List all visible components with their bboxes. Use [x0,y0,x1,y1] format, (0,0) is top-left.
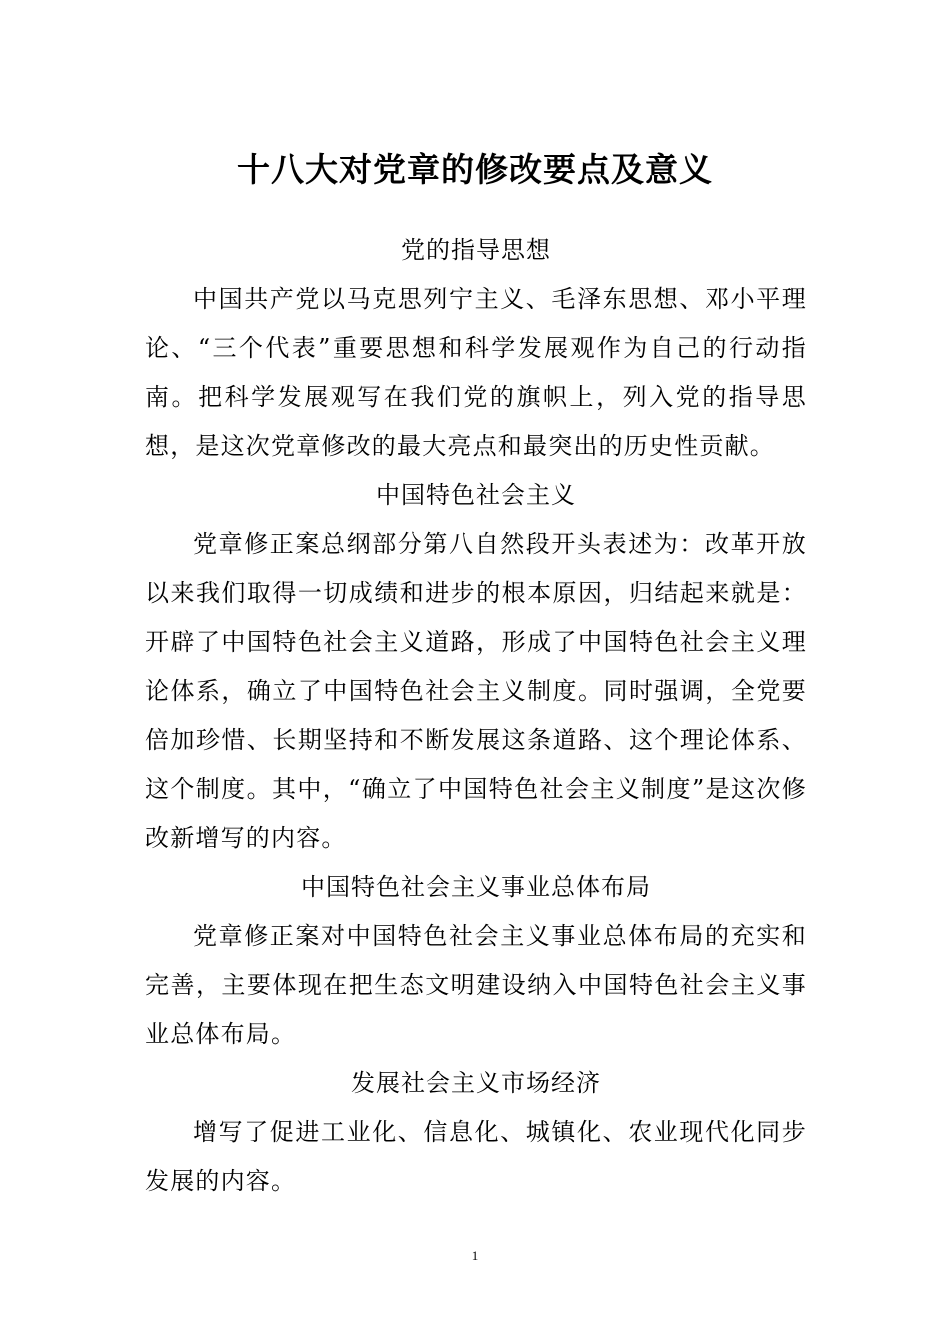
section-socialism-with-chinese-characteristics [145,471,807,863]
section-heading: 发展社会主义市场经济 [351,1069,601,1097]
section-heading: 党的指导思想 [401,236,551,264]
section-heading: 中国特色社会主义事业总体布局 [301,873,651,901]
section-paragraph: 中国共产党以马克思列宁主义、毛泽东思想、邓小平理论、“三个代表”重要思想和科学发展观作为自己的行动指南。把科学发展观写在我们党的旗帜上，列入党的指导思想，是这次党章修改的最大亮点和最突出的历史性贡献。 [145,285,807,460]
section-heading: 中国特色社会主义 [376,481,576,509]
section-paragraph: 党章修正案对中国特色社会主义事业总体布局的充实和完善，主要体现在把生态文明建设纳入中国特色社会主义事业总体布局。 [145,922,807,1048]
page-number: 1 [471,1248,479,1263]
section-market-economy [145,1059,807,1206]
section-guiding-ideology [145,226,807,471]
section-paragraph: 党章修正案总纲部分第八自然段开头表述为：改革开放以来我们取得一切成绩和进步的根本原因，归结起来就是：开辟了中国特色社会主义道路，形成了中国特色社会主义理论体系，确立了中国特色社会主义制度。同时强调，全党要倍加珍惜、长期坚持和不断发展这条道路、这个理论体系、这个制度。其中，“确立了中国特色社会主义制度”是这次修改新增写的内容。 [145,530,807,852]
section-paragraph: 增写了促进工业化、信息化、城镇化、农业现代化同步发展的内容。 [145,1118,807,1195]
document-title: 十八大对党章的修改要点及意义 [237,150,713,190]
document-body [145,226,807,1206]
section-overall-layout [145,863,807,1059]
